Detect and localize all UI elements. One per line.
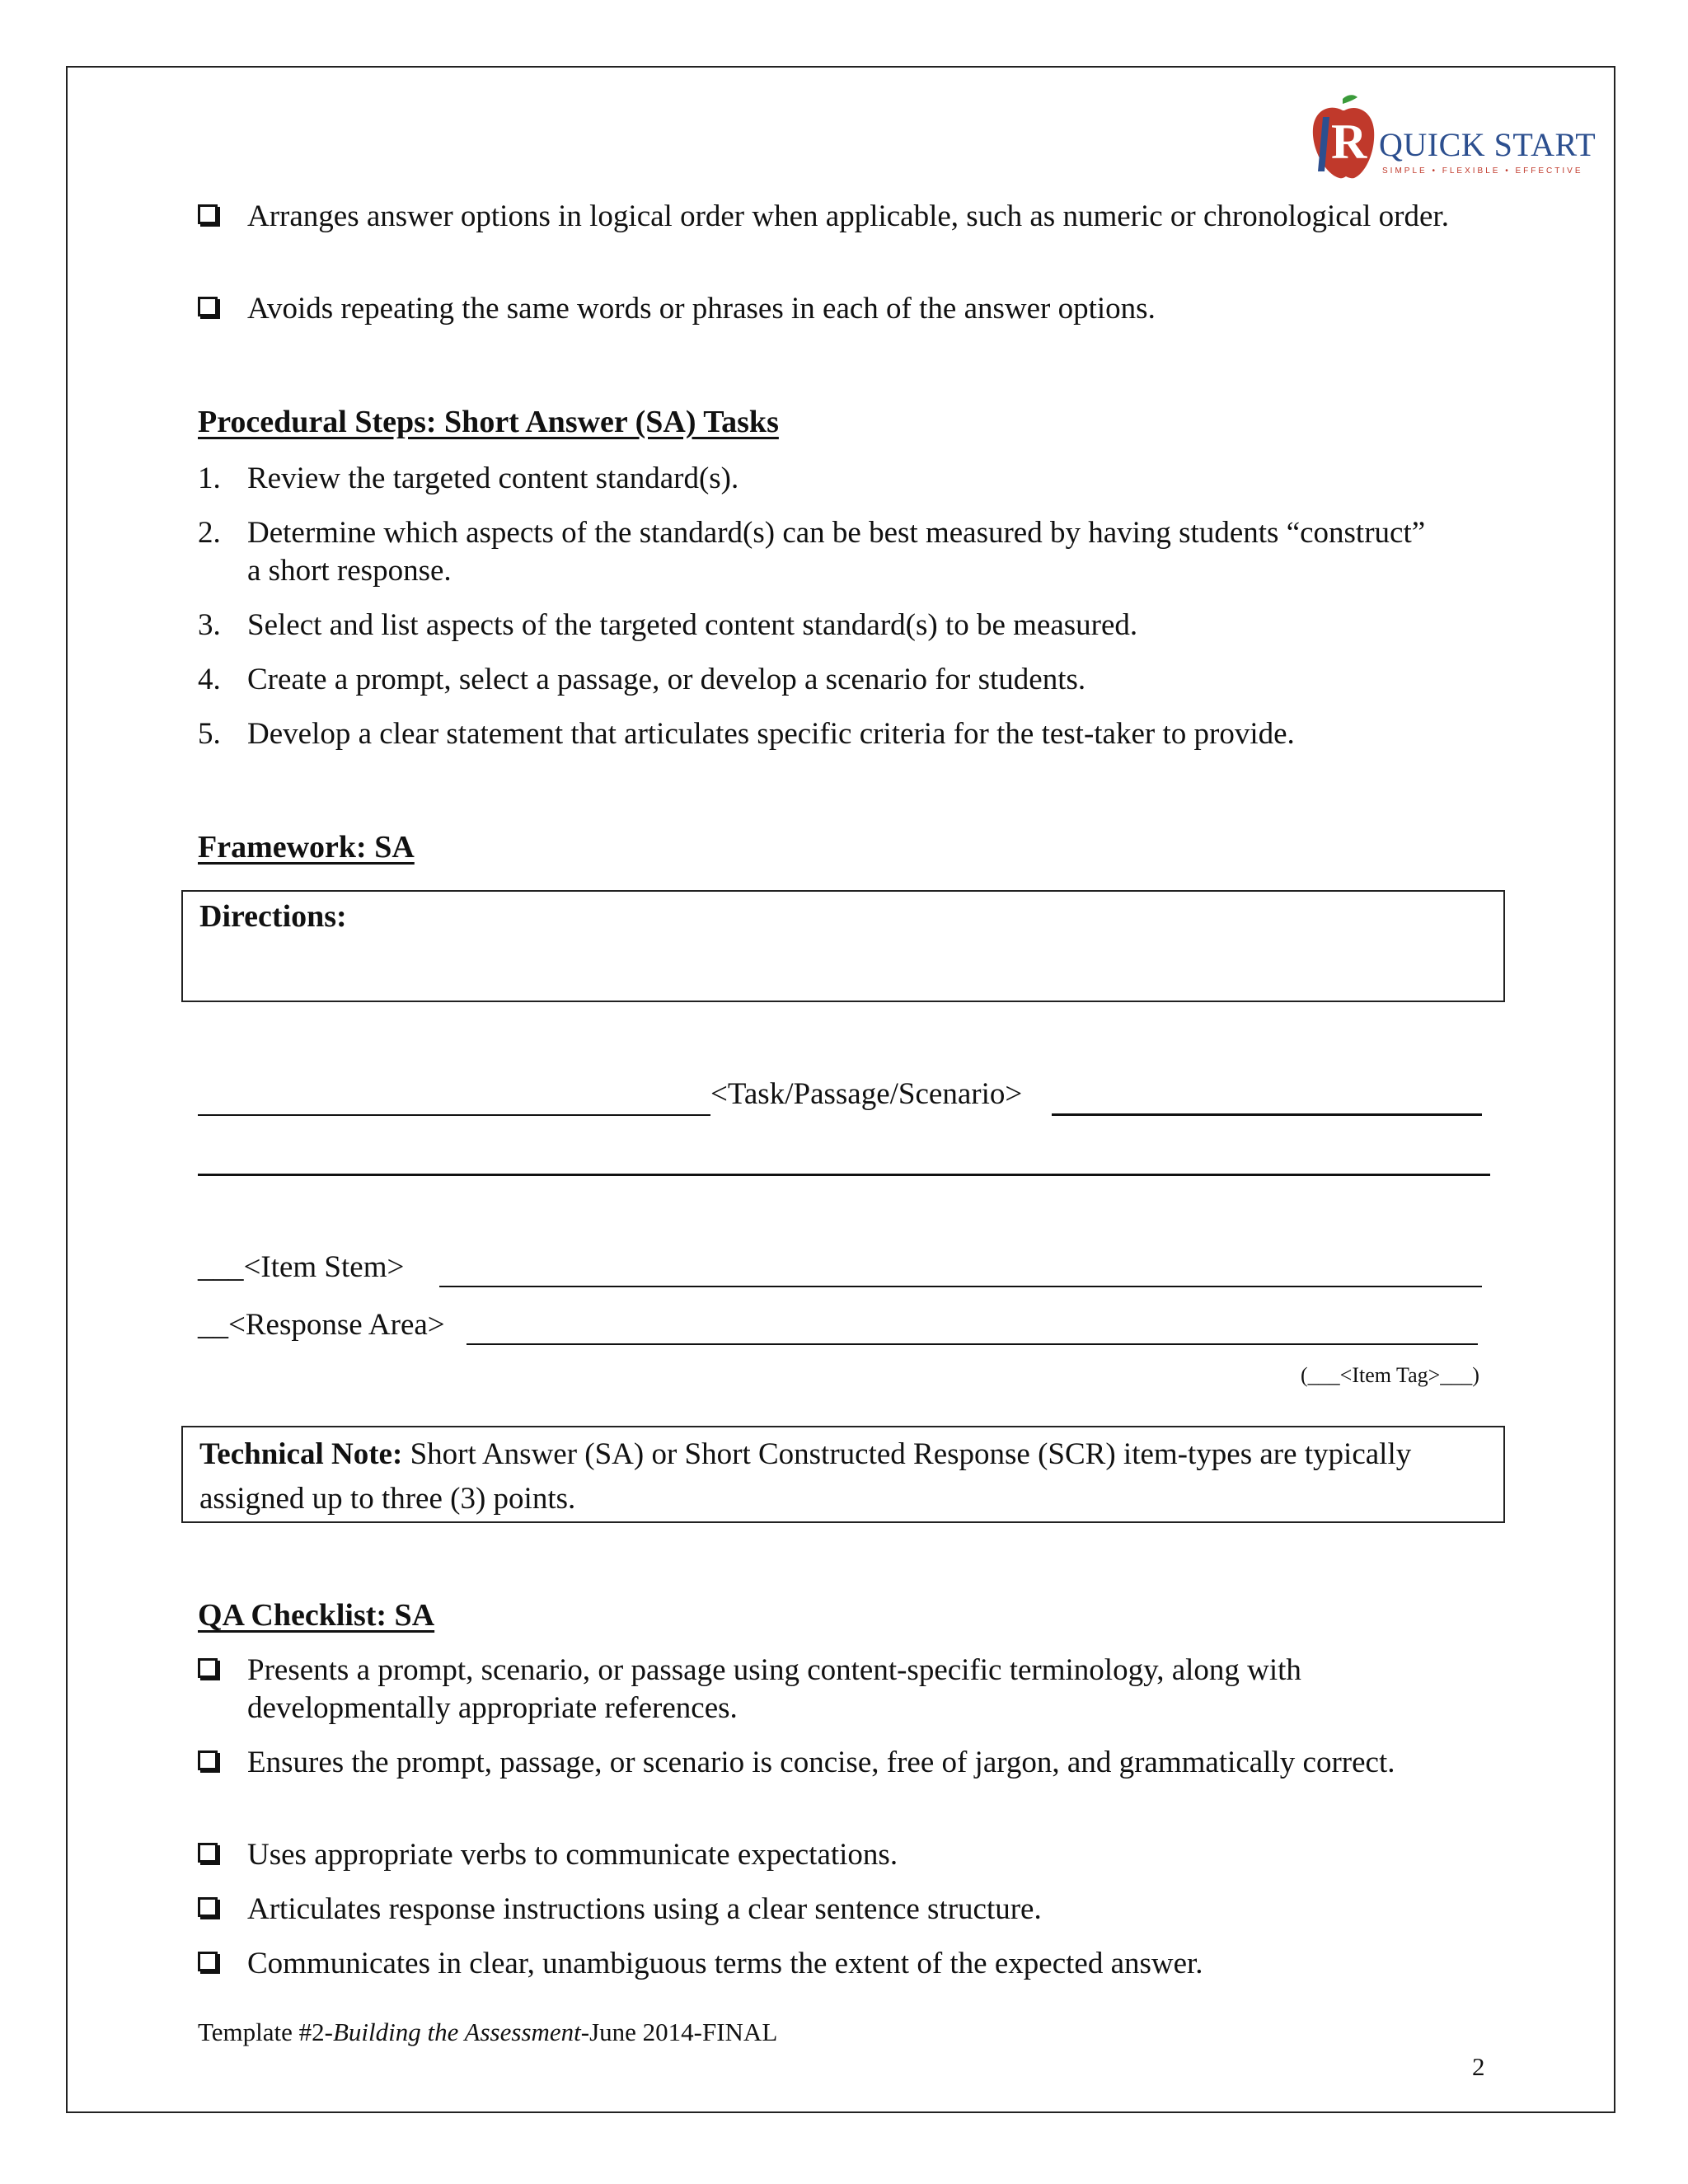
checklist-text: Communicates in clear, unambiguous terms the extent of the expected answer. — [247, 1947, 1203, 1980]
quick-start-logo — [1306, 92, 1603, 191]
apple-hr-logo-icon — [1306, 92, 1381, 191]
checklist-item — [198, 198, 1484, 236]
checklist-text: Presents a prompt, scenario, or passage using content-specific terminology, along with developmentally appropriate references. — [247, 1653, 1301, 1725]
checklist-text: Uses appropriate verbs to communicate expectations. — [247, 1838, 898, 1872]
technical-note-label: Technical Note: — [199, 1437, 403, 1471]
item-tag: (___<Item Tag>___) — [1301, 1363, 1479, 1387]
qa-checklist-item — [198, 1652, 1484, 1727]
checklist-text: Ensures the prompt, passage, or scenario is concise, free of jargon, and grammatically correct. — [247, 1746, 1395, 1779]
technical-note-box — [181, 1426, 1505, 1523]
framework-heading: Framework: SA — [198, 830, 415, 865]
procedural-heading: Procedural Steps: Short Answer (SA) Tasks — [198, 405, 779, 439]
qa-checklist-item — [198, 1744, 1484, 1782]
item-stem-line — [439, 1286, 1482, 1287]
checkbox-icon — [198, 204, 218, 224]
logo-name: QUICK START — [1379, 126, 1597, 163]
page-number: 2 — [1472, 2052, 1485, 2081]
step-number: 2. — [198, 516, 221, 550]
step-text: Create a prompt, select a passage, or develop a scenario for students. — [247, 663, 1086, 696]
footer-prefix: Template #2- — [198, 2018, 333, 2046]
step-number: 5. — [198, 717, 221, 751]
directions-box — [181, 890, 1505, 1002]
checklist-item — [198, 290, 1484, 328]
step-text: Determine which aspects of the standard(s) can be best measured by having students “construct” a short response. — [247, 516, 1426, 588]
step-text: Select and list aspects of the targeted content standard(s) to be measured. — [247, 608, 1138, 642]
checkbox-icon — [198, 297, 218, 316]
task-line-left — [198, 1114, 710, 1116]
procedural-step — [198, 661, 1484, 699]
task-label: <Task/Passage/Scenario> — [710, 1077, 1023, 1111]
checkbox-icon — [198, 1952, 218, 1971]
technical-note-body: Short Answer (SA) or Short Constructed Response (SCR) item-types are typically assigned up to three (3) points. — [199, 1437, 1412, 1516]
step-number: 1. — [198, 462, 221, 495]
checklist-text: Articulates response instructions using a clear sentence structure. — [247, 1892, 1042, 1926]
directions-label: Directions: — [199, 899, 347, 934]
response-area-label: __<Response Area> — [198, 1308, 445, 1342]
footer-text — [198, 2018, 777, 2047]
checklist-text: Arranges answer options in logical order when applicable, such as numeric or chronological order. — [247, 199, 1449, 233]
footer-suffix: -June 2014-FINAL — [580, 2018, 778, 2046]
qa-checklist-item — [198, 1891, 1484, 1929]
task-line-right — [1052, 1113, 1482, 1116]
task-line-full — [198, 1174, 1490, 1176]
checkbox-icon — [198, 1658, 218, 1678]
checkbox-icon — [198, 1897, 218, 1917]
svg-text:R: R — [1331, 115, 1367, 169]
footer-title: Building the Assessment — [332, 2018, 581, 2046]
checklist-text: Avoids repeating the same words or phrases in each of the answer options. — [247, 292, 1156, 326]
step-text: Develop a clear statement that articulates specific criteria for the test-taker to provide. — [247, 717, 1295, 751]
item-stem-label: ___<Item Stem> — [198, 1250, 405, 1284]
qa-checklist-item — [198, 1836, 1484, 1874]
step-number: 4. — [198, 663, 221, 696]
procedural-step — [198, 607, 1484, 644]
step-text: Review the targeted content standard(s). — [247, 462, 739, 495]
procedural-step — [198, 460, 1484, 498]
qa-heading: QA Checklist: SA — [198, 1598, 435, 1633]
logo-tagline: SIMPLE • FLEXIBLE • EFFECTIVE — [1382, 166, 1583, 176]
procedural-step — [198, 715, 1484, 753]
qa-checklist-item — [198, 1945, 1484, 1983]
technical-note-text — [199, 1432, 1485, 1521]
response-area-line — [467, 1343, 1478, 1345]
checkbox-icon — [198, 1750, 218, 1770]
checkbox-icon — [198, 1843, 218, 1863]
procedural-step — [198, 514, 1484, 590]
step-number: 3. — [198, 608, 221, 642]
